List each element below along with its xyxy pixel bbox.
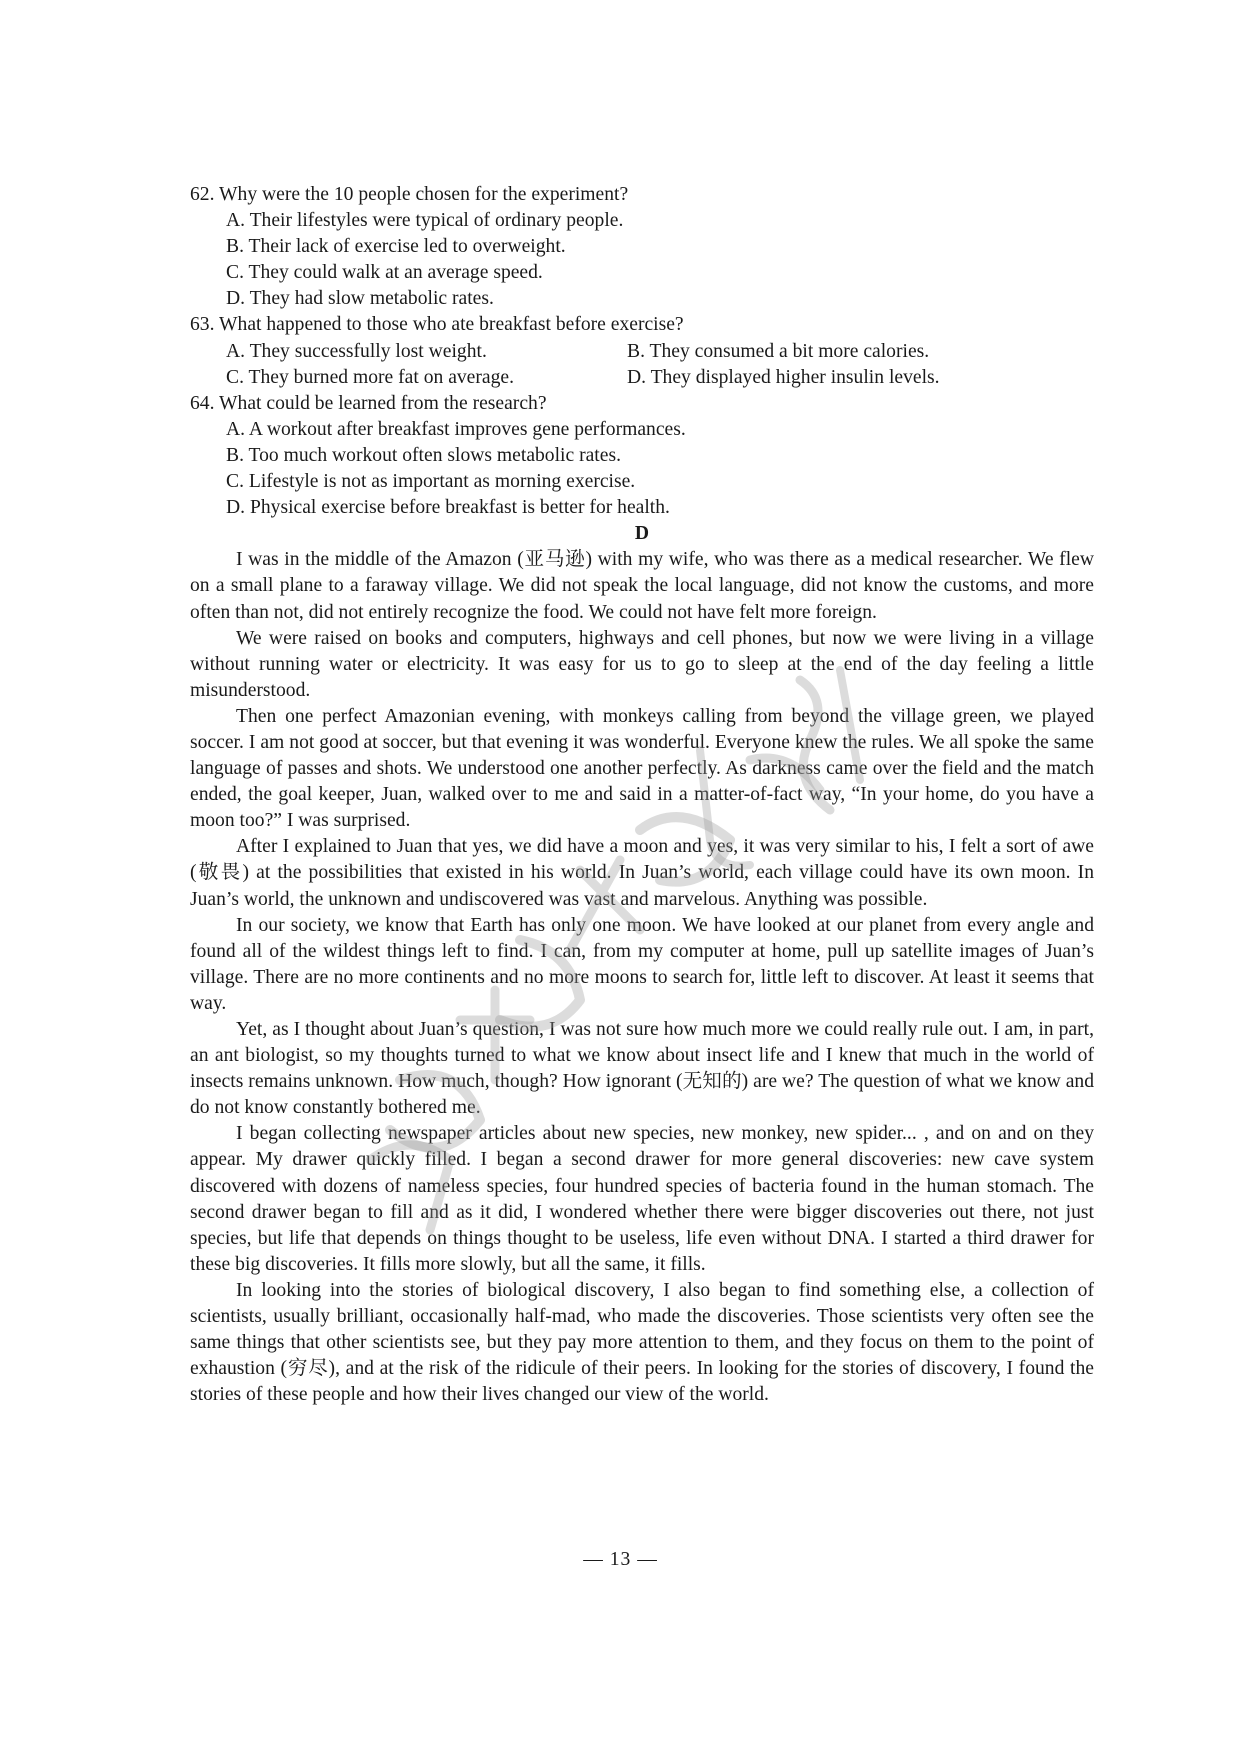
page-number: — 13 — xyxy=(583,1549,658,1570)
option-row xyxy=(190,365,1094,391)
passage xyxy=(190,547,1094,1408)
passage-paragraph: In our society, we know that Earth has only one moon. We have looked at our planet from every angle and found all of the wildest things left to find. I can, from my computer at home, pull up satellite images of Juan’s village. There are no more continents and no more moons to search for, little left to discover. At least it seems that way. xyxy=(190,914,1094,1014)
question-stem xyxy=(190,182,1094,208)
passage-paragraph: We were raised on books and computers, highways and cell phones, but now we were living in a village without running water or electricity. It was easy for us to go to sleep at the end of the day feeling a little misunderstood. xyxy=(190,627,1094,701)
exam-page xyxy=(190,182,1094,1408)
option-c: C. Lifestyle is not as important as morning exercise. xyxy=(226,471,636,493)
option-c: C. They could walk at an average speed. xyxy=(226,262,543,284)
question-number: 64. xyxy=(190,392,215,414)
section-title: D xyxy=(634,523,650,545)
question-62 xyxy=(190,182,1094,312)
option-a: A. A workout after breakfast improves gene performances. xyxy=(226,418,686,440)
passage-paragraph: After I explained to Juan that yes, we did have a moon and yes, it was very similar to his, I felt a sort of awe (敬畏) at the possibilities that existed in his world. In Juan’s world, each village could have its own moon. In Juan’s world, the unknown and undiscovered was vast and marvelous. Anything was possible. xyxy=(190,836,1094,910)
option-row xyxy=(190,339,1094,365)
option-d: D. Physical exercise before breakfast is better for health. xyxy=(226,497,670,519)
option-b: B. Too much workout often slows metabolic rates. xyxy=(226,444,621,466)
question-text: Why were the 10 people chosen for the experiment? xyxy=(219,184,629,205)
option-d: D. They displayed higher insulin levels. xyxy=(627,366,940,388)
passage-paragraph: Then one perfect Amazonian evening, with monkeys calling from beyond the village green, we played soccer. I am not good at soccer, but that evening it was wonderful. Everyone knew the rules. We all spoke the same language of passes and shots. We understood one another perfectly. As darkness came over the field and the match ended, the goal keeper, Juan, walked over to me and said in a matter-of-fact way, “In your home, do you have a moon too?” I was surprised. xyxy=(190,705,1094,832)
option-b: B. They consumed a bit more calories. xyxy=(627,340,930,362)
passage-paragraph: In looking into the stories of biological discovery, I also began to find something else, a collection of scientists, usually brilliant, occasionally half-mad, who made the discoveries. Those scientists very often see the same things that other scientists see, but they pay more attention to them, and they focus on them to the point of exhaustion (穷尽), and at the risk of the ridicule of their peers. In looking for the stories of discovery, I found the stories of these people and how their lives changed our view of the world. xyxy=(190,1279,1094,1406)
passage-paragraph: I began collecting newspaper articles about new species, new monkey, new spider... , and on and on they appear. My drawer quickly filled. I began a second drawer for more general discoveries: new cave system discovered with dozens of nameless species, four hundred species of bacteria found in the human stomach. The second drawer began to fill and as it did, I wondered whether there were bigger discoveries out there, not just species, but life that depends on things thought to be useless, life even without DNA. I started a third drawer for these big discoveries. It fills more slowly, but all the same, it fills. xyxy=(190,1123,1094,1275)
passage-paragraph: I was in the middle of the Amazon (亚马逊) with my wife, who was there as a medical researcher. We flew on a small plane to a faraway village. We did not speak the local language, did not know the customs, and more often than not, did not entirely recognize the food. We could not have felt more foreign. xyxy=(190,549,1094,623)
option-c: C. They burned more fat on average. xyxy=(226,366,514,388)
question-stem xyxy=(190,391,1094,417)
question-text: What happened to those who ate breakfast before exercise? xyxy=(219,314,684,336)
option-b: B. Their lack of exercise led to overweight. xyxy=(226,236,566,258)
question-63 xyxy=(190,312,1094,390)
question-number: 63. xyxy=(190,314,215,336)
question-64 xyxy=(190,391,1094,521)
passage-paragraph: Yet, as I thought about Juan’s question, I was not sure how much more we could really rule out. I am, in part, an ant biologist, so my thoughts turned to what we know about insect life and I knew that much in the world of insects remains unknown. How much, though? How ignorant (无知的) are we? The question of what we know and do not know constantly bothered me. xyxy=(190,1019,1094,1119)
option-a: A. Their lifestyles were typical of ordinary people. xyxy=(226,210,624,232)
option-a: A. They successfully lost weight. xyxy=(226,340,487,362)
question-number: 62. xyxy=(190,184,215,205)
option-d: D. They had slow metabolic rates. xyxy=(226,288,494,310)
question-stem xyxy=(190,312,1094,338)
question-text: What could be learned from the research? xyxy=(219,392,547,414)
